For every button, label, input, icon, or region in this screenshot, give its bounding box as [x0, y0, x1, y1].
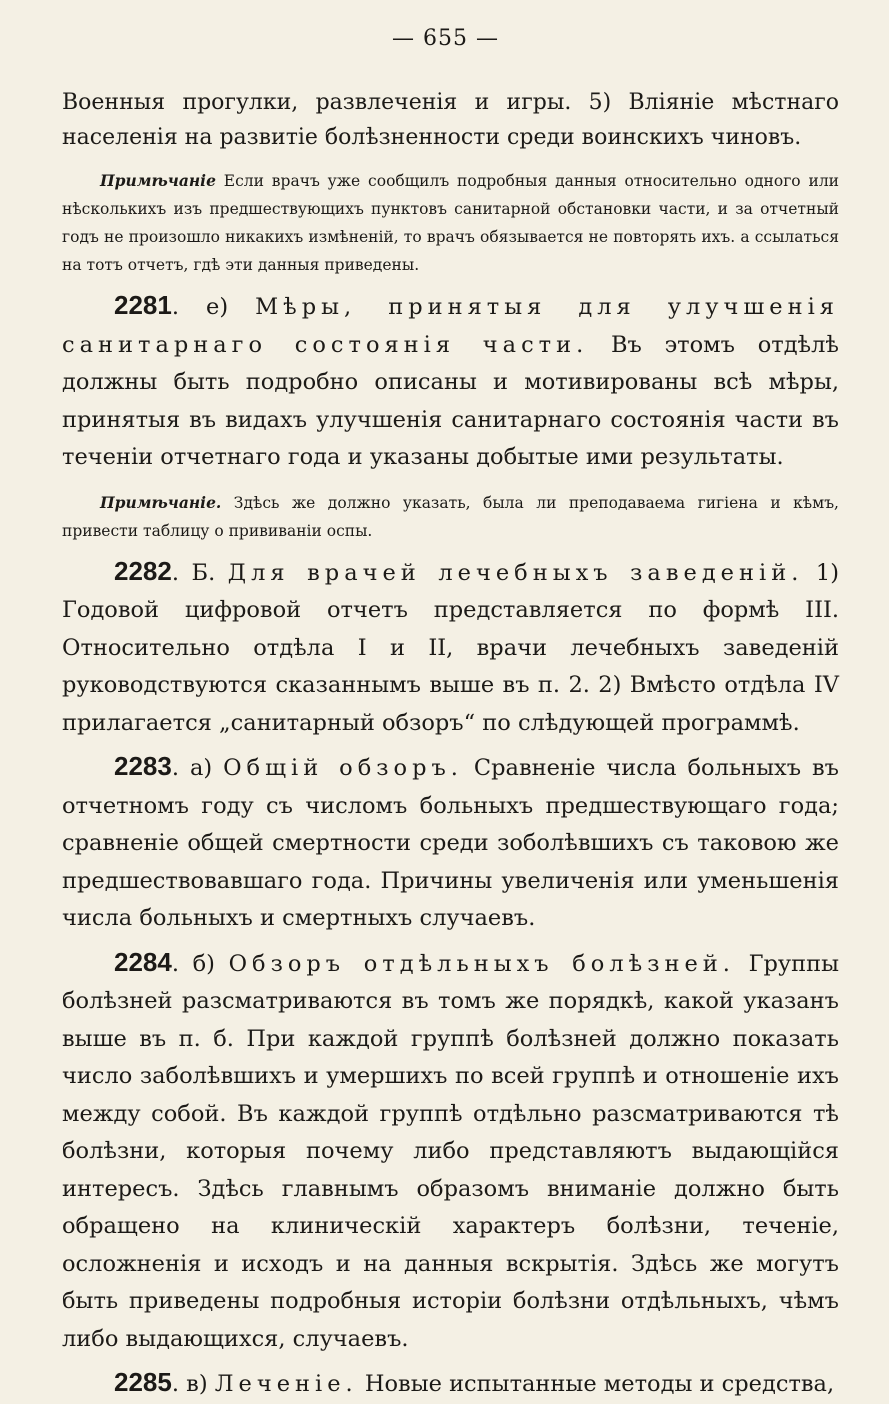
section-letter: . в) [171, 1371, 215, 1397]
section-2283 [62, 748, 839, 938]
section-number: 2284 [114, 946, 172, 977]
section-number: 2281 [114, 290, 172, 320]
section-letter: . б) [171, 950, 229, 977]
section-2284 [62, 944, 839, 1359]
note-text: Если врачъ уже сообщилъ подробныя данныя относительно одного или нѣсколькихъ изъ предшествующихъ пунктовъ санитарной обстановки части, и за отчетный годъ не произошло никакихъ измѣненій, то врачъ обязывается не повторять ихъ. а ссылаться на тотъ отчетъ, гдѣ эти данныя приведены. [62, 172, 839, 274]
section-letter: . е) [171, 294, 256, 320]
section-heading: Общій обзоръ. [223, 755, 463, 781]
page-number: — 655 — [392, 26, 499, 51]
section-text: Въ этомъ отдѣлѣ должны быть подробно описаны и мотивированы всѣ мѣры, принятыя въ видахъ улучшенія санитарнаго состоянія части въ теченіи отчетнаго года и указаны добытые ими результаты. [62, 331, 839, 470]
section-2282 [62, 553, 839, 743]
section-heading: Обзоръ отдѣльныхъ болѣзней. [228, 950, 735, 977]
note-2 [62, 489, 839, 545]
section-text: Группы болѣзней разсматриваются въ томъ же порядкѣ, какой указанъ выше въ п. б. При каждой группѣ болѣзней должно показать число заболѣвшихъ и умершихъ по всей группѣ и отношеніе ихъ между собой. Въ каждой группѣ отдѣльно разсматриваются тѣ болѣзни, которыя почему либо представляютъ выдающійся интересъ. Здѣсь главнымъ образомъ вниманіе должно быть обращено на клиническій характеръ болѣзни, теченіе, осложненія и исходъ и на данныя вскрытія. Здѣсь же могутъ быть приведены подробныя исторіи болѣзни отдѣльныхъ, чѣмъ либо выдающихся, случаевъ. [62, 950, 840, 1352]
section-letter: . Б. [171, 559, 228, 586]
section-heading: Мѣры, принятыя для улучшенія санитарнаго состоянія части. [62, 294, 839, 358]
section-number: 2285 [114, 1367, 172, 1397]
section-2285 [62, 1364, 839, 1404]
section-letter: . а) [171, 755, 224, 781]
note-text: Здѣсь же должно указать, была ли преподаваема гигіена и кѣмъ, привести таблицу о прививаніи оспы. [62, 493, 839, 540]
section-text: Сравненіе числа больныхъ въ отчетномъ году съ числомъ больныхъ предшествующаго года; сравненіе общей смертности среди зоболѣвшихъ съ таковою же предшествовавшаго года. Причины увеличенія или уменьшенія числа больныхъ и смертныхъ случаевъ. [62, 755, 839, 931]
section-number: 2283 [114, 751, 172, 781]
section-text: Новые испытанные методы и средства, [357, 1371, 835, 1397]
section-number: 2282 [114, 555, 172, 586]
section-text: 1) Годовой цифровой отчетъ представляется по формѣ III. Относительно отдѣла I и II, врачи лечебныхъ заведеній руководствуются сказаннымъ выше въ п. 2. 2) Вмѣсто отдѣла IV прилагается „санитарный обзоръ“ по слѣдующей программѣ. [62, 559, 839, 736]
section-2281 [62, 287, 839, 477]
section-heading: Для врачей лечебныхъ заведеній. [227, 559, 804, 586]
section-heading: Леченіе. [214, 1371, 358, 1397]
intro-paragraph: Военныя прогулки, развлеченія и игры. 5) Вліяніе мѣстнаго населенія на развитіе болѣзненности среди воинскихъ чиновъ. [62, 90, 839, 150]
note-label: Примѣчаніе [100, 171, 216, 190]
note-label: Примѣчаніе. [100, 492, 222, 512]
note-1 [62, 167, 839, 279]
